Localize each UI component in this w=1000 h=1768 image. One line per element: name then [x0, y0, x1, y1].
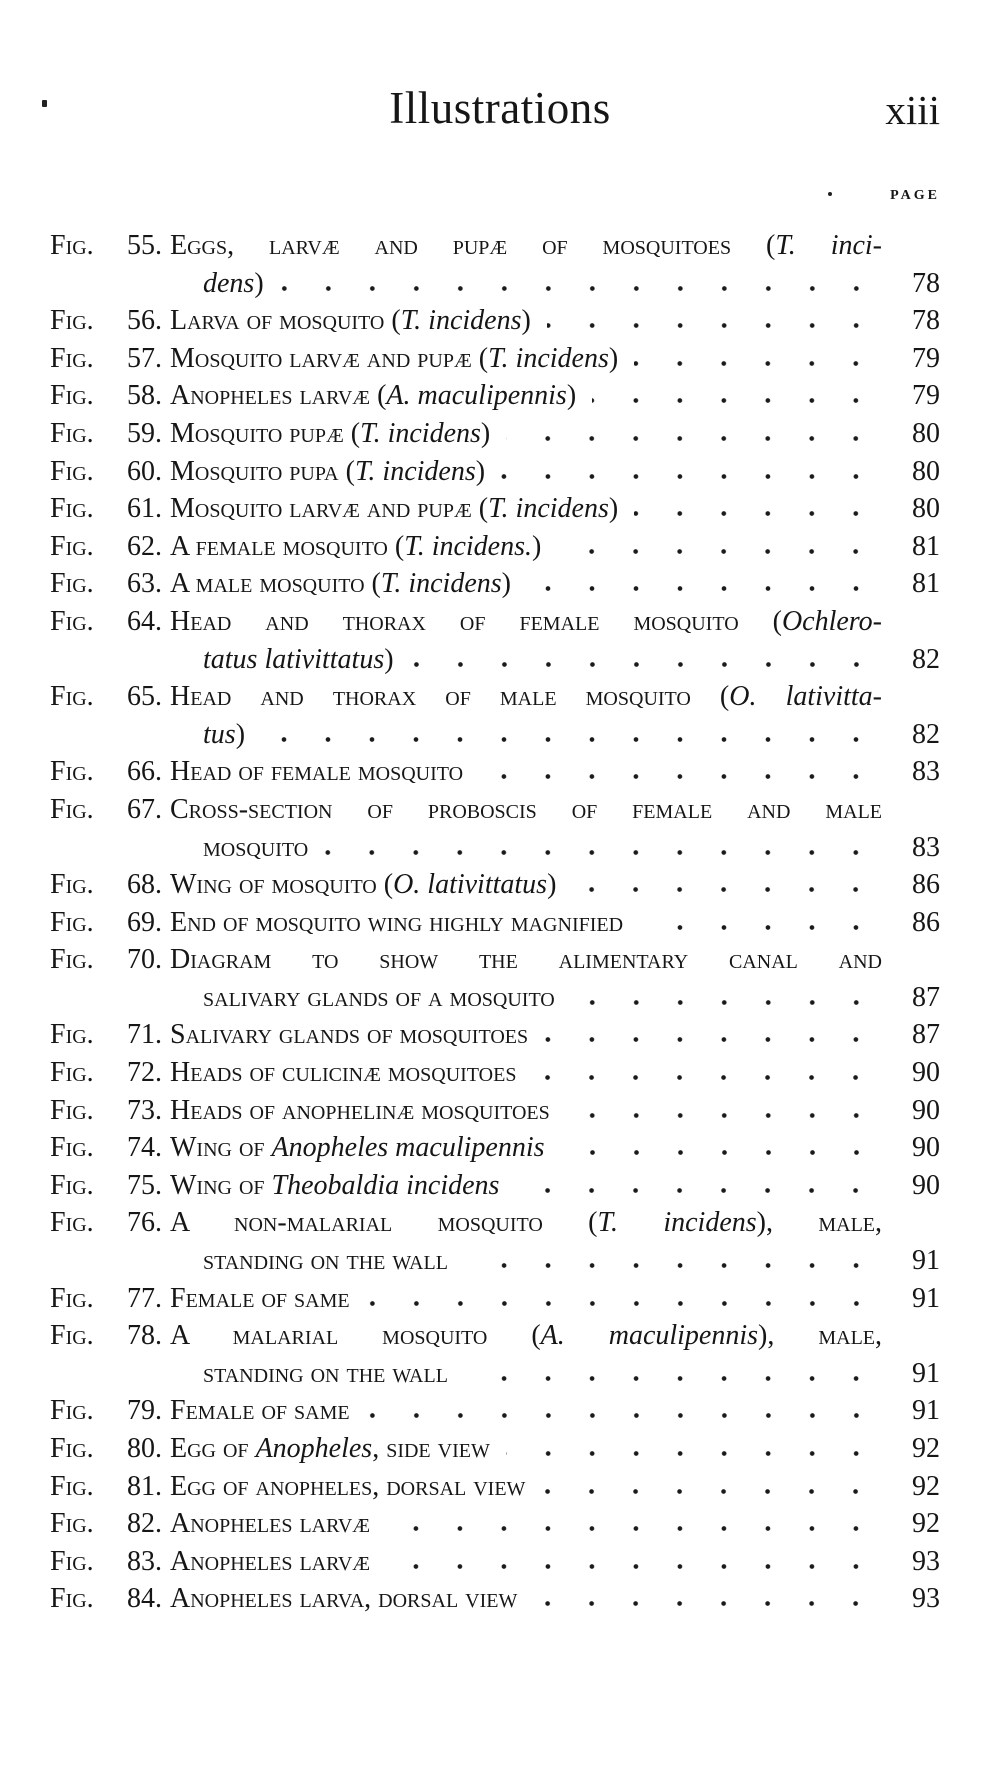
- entry-page-number: 91: [912, 1282, 940, 1314]
- entry-text-segment: ): [608, 493, 619, 525]
- toc-entry-line: [50, 1468, 940, 1506]
- fig-number: 77.: [127, 1282, 162, 1314]
- fig-number: 59.: [127, 417, 162, 449]
- entry-text: [170, 678, 882, 716]
- entry-text-segment: Heads of anophelinæ mosquitoes: [170, 1094, 550, 1126]
- fig-label: Fig.: [50, 906, 94, 938]
- toc-entry-line: [50, 678, 940, 716]
- entry-text-segment: mosquito: [203, 831, 309, 863]
- fig-number: 84.: [127, 1583, 162, 1615]
- fig-number: 57.: [127, 342, 162, 374]
- entry-text: [203, 979, 555, 1017]
- page-header: [0, 0, 1000, 203]
- species-name: Theobaldia incidens: [271, 1169, 500, 1201]
- fig-number: 55.: [127, 230, 162, 261]
- fig-number: 66.: [127, 756, 162, 788]
- entry-text-segment: A non-malarial mosquito (: [170, 1207, 598, 1239]
- entry-text: [170, 1092, 550, 1130]
- page-title: Illustrations: [389, 83, 611, 133]
- toc-entry-line: [50, 1317, 940, 1355]
- entry-page-number: 92: [912, 1433, 940, 1464]
- entry-text-segment: Female of same: [170, 1282, 350, 1314]
- leader-dots: [547, 322, 882, 329]
- entry-text: [203, 829, 308, 867]
- entry-text: [170, 904, 623, 942]
- entry-text-segment: ): [532, 530, 542, 562]
- entry-text-segment: Mosquito pupa (: [170, 455, 355, 487]
- entry-text-segment: Eggs, larvæ and pupæ of mosquitoes (: [170, 230, 776, 261]
- toc-entry-line: [50, 641, 940, 679]
- fig-number: 78.: [127, 1320, 162, 1352]
- entry-text: [170, 1280, 350, 1318]
- entry-text-segment: ), male,: [758, 1320, 882, 1352]
- fig-number: 68.: [127, 869, 162, 901]
- entry-text-segment: salivary glands of a mosquito: [203, 981, 555, 1013]
- entry-page-number: 80: [912, 455, 940, 487]
- fig-label: Fig.: [50, 681, 94, 713]
- fig-label: Fig.: [50, 417, 94, 449]
- leader-dots: [506, 1450, 882, 1457]
- entry-text-segment: ), male,: [756, 1207, 882, 1239]
- entry-text-segment: Mosquito pupæ (: [170, 417, 361, 449]
- entry-text: [170, 490, 618, 528]
- species-name: O. lativitta-: [729, 681, 883, 713]
- species-name: tus: [203, 718, 236, 750]
- entry-text-segment: Wing of: [170, 1169, 272, 1201]
- entry-text: [170, 302, 531, 340]
- leader-dots: [501, 473, 882, 480]
- entry-page-number: 83: [912, 831, 940, 863]
- toc-entry-line: [50, 565, 940, 603]
- leader-dots: [506, 435, 882, 442]
- species-name: T. incidens: [380, 568, 502, 600]
- entry-page-number: 79: [912, 342, 940, 374]
- entry-text-segment: Heads of culicinæ mosquitoes: [170, 1057, 517, 1089]
- species-name: A. maculipennis: [386, 380, 567, 412]
- entry-text-segment: Anopheles larvæ: [170, 1545, 371, 1577]
- entry-text: [170, 866, 556, 904]
- entry-text: [170, 1317, 882, 1355]
- species-name: T. incidens.: [404, 530, 533, 562]
- species-name: T. incidens: [597, 1207, 757, 1239]
- leader-dots: [634, 510, 882, 517]
- entry-page-number: 83: [912, 756, 940, 788]
- entry-text-segment: Head of female mosquito: [170, 756, 464, 788]
- toc-entry-line: [50, 1543, 940, 1581]
- fig-label: Fig.: [50, 1433, 94, 1464]
- entry-text-segment: ): [384, 643, 394, 675]
- entry-text: [170, 1016, 528, 1054]
- leader-dots: [532, 1074, 882, 1081]
- leader-dots: [464, 1262, 882, 1269]
- leader-dots: [561, 1149, 883, 1156]
- entry-text: [170, 1129, 545, 1167]
- fig-label: Fig.: [50, 380, 94, 412]
- entry-text: [170, 1392, 350, 1430]
- toc-entry-line: [50, 1392, 940, 1430]
- entry-text-segment: ): [608, 342, 619, 374]
- entry-text: [170, 227, 882, 265]
- entry-text: [170, 415, 490, 453]
- entry-text-segment: Mosquito larvæ and pupæ (: [170, 342, 489, 374]
- fig-number: 58.: [127, 380, 162, 412]
- fig-label: Fig.: [50, 1094, 94, 1126]
- entry-text: [170, 1167, 499, 1205]
- fig-number: 61.: [127, 493, 162, 525]
- toc-entry-line: [50, 453, 940, 491]
- entry-text-segment: Larva of mosquito (: [170, 305, 401, 337]
- entry-text: [170, 565, 511, 603]
- entry-text-segment: A male mosquito (: [170, 568, 381, 600]
- fig-number: 81.: [127, 1470, 162, 1502]
- fig-number: 76.: [127, 1207, 162, 1239]
- entry-text: [203, 1242, 448, 1280]
- entry-text: [170, 340, 618, 378]
- entry-page-number: 82: [912, 718, 940, 750]
- fig-label: Fig.: [50, 1508, 94, 1540]
- leader-dots: [592, 397, 882, 404]
- fig-label: Fig.: [50, 1169, 94, 1201]
- leader-dots: [479, 773, 882, 780]
- entry-text-segment: Wing of mosquito (: [170, 869, 394, 901]
- entry-text: [170, 1054, 516, 1092]
- entry-page-number: 87: [912, 981, 940, 1013]
- leader-dots: [324, 849, 882, 856]
- entry-text: [170, 791, 882, 829]
- entry-text-segment: Diagram to show the alimentary canal and: [170, 944, 882, 976]
- fig-number: 80.: [127, 1433, 162, 1464]
- species-name: O. lativittatus: [393, 869, 548, 901]
- fig-number: 63.: [127, 568, 162, 600]
- toc-entry-line: [50, 603, 940, 641]
- toc-entry-line: [50, 1505, 940, 1543]
- fig-number: 64.: [127, 605, 162, 637]
- species-name: T. incidens: [400, 305, 522, 337]
- leader-dots: [533, 1600, 882, 1607]
- leader-dots: [280, 285, 882, 292]
- species-name: A. maculipennis: [540, 1320, 759, 1352]
- entry-text-segment: ): [235, 718, 246, 750]
- fig-number: 73.: [127, 1094, 162, 1126]
- entry-text: [170, 1543, 370, 1581]
- fig-label: Fig.: [50, 605, 94, 637]
- toc-entry-line: [50, 1280, 940, 1318]
- entry-page-number: 82: [912, 643, 940, 675]
- entry-page-number: 80: [912, 493, 940, 525]
- fig-label: Fig.: [50, 530, 94, 562]
- entry-page-number: 78: [912, 267, 940, 299]
- entry-page-number: 92: [912, 1508, 940, 1540]
- toc-entry-line: [50, 791, 940, 829]
- fig-label: Fig.: [50, 305, 94, 337]
- entry-page-number: 90: [912, 1132, 940, 1164]
- leader-dots: [386, 1525, 882, 1532]
- entry-text-segment: Mosquito larvæ and pupæ (: [170, 493, 489, 525]
- entry-text-segment: A female mosquito (: [170, 530, 405, 562]
- entry-page-number: 90: [912, 1094, 940, 1126]
- leader-dots: [464, 1375, 882, 1382]
- folio-number: xiii: [885, 87, 940, 133]
- entry-text-segment: Wing of: [170, 1132, 272, 1164]
- fig-label: Fig.: [50, 756, 94, 788]
- entry-text-segment: Head and thorax of male mosquito (: [170, 681, 730, 713]
- toc-entry-line: [50, 829, 940, 867]
- species-name: tatus lativittatus: [203, 643, 385, 675]
- entry-text-segment: Anopheles larvæ (: [170, 380, 387, 412]
- species-name: Anopheles: [255, 1433, 373, 1464]
- leader-dots: [527, 585, 882, 592]
- entry-page-number: 93: [912, 1583, 940, 1615]
- fig-label: Fig.: [50, 1207, 94, 1239]
- entry-text-segment: ): [480, 417, 491, 449]
- toc-entry-line: [50, 265, 940, 303]
- entry-text-segment: A malarial mosquito (: [170, 1320, 541, 1352]
- entry-text-segment: , side view: [372, 1433, 490, 1464]
- entry-text-segment: standing on the wall: [203, 1245, 448, 1277]
- entry-page-number: 91: [912, 1395, 940, 1427]
- species-name: T. incidens: [360, 417, 481, 449]
- entry-page-number: 78: [912, 305, 940, 337]
- entry-page-number: 91: [912, 1245, 940, 1277]
- toc-entry-line: [50, 490, 940, 528]
- fig-number: 70.: [127, 944, 162, 976]
- leader-dots: [261, 736, 882, 743]
- fig-number: 56.: [127, 305, 162, 337]
- entry-page-number: 90: [912, 1169, 940, 1201]
- entry-text-segment: ): [547, 869, 557, 901]
- fig-label: Fig.: [50, 1320, 94, 1352]
- fig-label: Fig.: [50, 1057, 94, 1089]
- entry-text: [170, 1468, 525, 1506]
- toc-entry-line: [50, 1204, 940, 1242]
- entry-text: [203, 641, 394, 679]
- leader-dots: [566, 1112, 882, 1119]
- toc-entry-line: [50, 1167, 940, 1205]
- fig-number: 79.: [127, 1395, 162, 1427]
- entry-page-number: 79: [912, 380, 940, 412]
- fig-label: Fig.: [50, 1470, 94, 1502]
- fig-label: Fig.: [50, 1282, 94, 1314]
- fig-label: Fig.: [50, 493, 94, 525]
- species-name: Ochlero-: [781, 605, 882, 637]
- entry-text: [170, 603, 882, 641]
- species-name: T. incidens: [488, 342, 609, 374]
- toc-entry-line: [50, 1430, 940, 1468]
- fig-label: Fig.: [50, 455, 94, 487]
- leader-dots: [544, 1036, 882, 1043]
- entry-page-number: 86: [912, 869, 940, 901]
- species-name: T. incidens: [354, 455, 476, 487]
- entry-text-segment: Egg of anopheles, dorsal view: [170, 1470, 526, 1502]
- species-name: T. incidens: [488, 493, 609, 525]
- fig-label: Fig.: [50, 230, 94, 261]
- entry-text: [203, 1355, 448, 1393]
- entry-text-segment: Egg of: [170, 1433, 256, 1464]
- entry-text: [170, 1580, 517, 1618]
- entry-text: [170, 453, 485, 491]
- toc-entry-line: [50, 1355, 940, 1393]
- fig-label: Fig.: [50, 1019, 94, 1051]
- fig-number: 60.: [127, 455, 162, 487]
- toc-entry-line: [50, 377, 940, 415]
- leader-dots: [639, 924, 882, 931]
- entry-text: [170, 1505, 370, 1543]
- leader-dots: [557, 548, 882, 555]
- leader-dots: [634, 360, 882, 367]
- fig-label: Fig.: [50, 1583, 94, 1615]
- entry-text: [170, 377, 576, 415]
- toc-entry-line: [50, 753, 940, 791]
- entry-page-number: 92: [912, 1470, 940, 1502]
- entry-text: [203, 265, 264, 303]
- toc-entry-line: [50, 1242, 940, 1280]
- fig-number: 67.: [127, 793, 162, 825]
- entry-text: [203, 716, 245, 754]
- entry-text-segment: ): [566, 380, 577, 412]
- entry-text-segment: ): [254, 267, 264, 299]
- entry-text-segment: Salivary glands of mosquitoes: [170, 1019, 529, 1051]
- entry-text-segment: standing on the wall: [203, 1357, 448, 1389]
- toc-entry-line: [50, 1129, 940, 1167]
- leader-dots: [366, 1300, 882, 1307]
- entry-text-segment: Female of same: [170, 1395, 350, 1427]
- toc-entry-line: [50, 1054, 940, 1092]
- entry-text-segment: ): [501, 568, 511, 600]
- fig-label: Fig.: [50, 793, 94, 825]
- entry-page-number: 81: [912, 568, 940, 600]
- fig-number: 74.: [127, 1132, 162, 1164]
- toc-entry-line: [50, 716, 940, 754]
- entry-text-segment: Anopheles larva, dorsal view: [170, 1583, 518, 1615]
- toc-list: [0, 227, 1000, 1618]
- fig-number: 72.: [127, 1057, 162, 1089]
- entry-text-segment: Head and thorax of female mosquito (: [170, 605, 782, 637]
- entry-page-number: 80: [912, 417, 940, 449]
- species-name: dens: [203, 267, 255, 299]
- ink-speck: [828, 192, 832, 196]
- entry-text: [170, 1430, 490, 1468]
- page-column-label: PAGE: [890, 188, 940, 203]
- toc-entry-line: [50, 904, 940, 942]
- fig-label: Fig.: [50, 1545, 94, 1577]
- entry-text-segment: ): [521, 305, 531, 337]
- entry-text-segment: End of mosquito wing highly magnified: [170, 906, 624, 938]
- leader-dots: [541, 1488, 882, 1495]
- fig-label: Fig.: [50, 342, 94, 374]
- entry-page-number: 87: [912, 1019, 940, 1051]
- entry-text: [170, 528, 541, 566]
- entry-text: [170, 1204, 882, 1242]
- fig-number: 62.: [127, 530, 162, 562]
- entry-page-number: 91: [912, 1357, 940, 1389]
- fig-label: Fig.: [50, 1395, 94, 1427]
- toc-entry-line: [50, 1092, 940, 1130]
- toc-entry-line: [50, 979, 940, 1017]
- entry-page-number: 86: [912, 906, 940, 938]
- species-name: Anopheles maculipennis: [271, 1132, 545, 1164]
- leader-dots: [386, 1563, 882, 1570]
- entry-page-number: 90: [912, 1057, 940, 1089]
- toc-entry-line: [50, 1580, 940, 1618]
- fig-label: Fig.: [50, 1132, 94, 1164]
- leader-dots: [571, 999, 882, 1006]
- entry-text: [170, 753, 463, 791]
- toc-entry-line: [50, 415, 940, 453]
- fig-number: 82.: [127, 1508, 162, 1540]
- fig-label: Fig.: [50, 944, 94, 976]
- toc-entry-line: [50, 1016, 940, 1054]
- toc-entry-line: [50, 941, 940, 979]
- toc-entry-line: [50, 866, 940, 904]
- fig-number: 69.: [127, 906, 162, 938]
- fig-number: 83.: [127, 1545, 162, 1577]
- toc-entry-line: [50, 528, 940, 566]
- fig-number: 65.: [127, 681, 162, 713]
- species-name: T. inci-: [775, 230, 883, 261]
- fig-number: 75.: [127, 1169, 162, 1201]
- entry-text: [170, 941, 882, 979]
- leader-dots: [515, 1187, 882, 1194]
- toc-entry-line: [50, 340, 940, 378]
- entry-text-segment: Anopheles larvæ: [170, 1508, 371, 1540]
- leader-dots: [410, 661, 882, 668]
- entry-page-number: 81: [912, 530, 940, 562]
- leader-dots: [366, 1412, 882, 1419]
- entry-text-segment: ): [475, 455, 486, 487]
- leader-dots: [572, 886, 882, 893]
- fig-label: Fig.: [50, 568, 94, 600]
- fig-number: 71.: [127, 1019, 162, 1051]
- toc-entry-line: [50, 227, 940, 265]
- entry-page-number: 93: [912, 1545, 940, 1577]
- fig-label: Fig.: [50, 869, 94, 901]
- toc-entry-line: [50, 302, 940, 340]
- entry-text-segment: Cross-section of proboscis of female and male: [170, 793, 882, 825]
